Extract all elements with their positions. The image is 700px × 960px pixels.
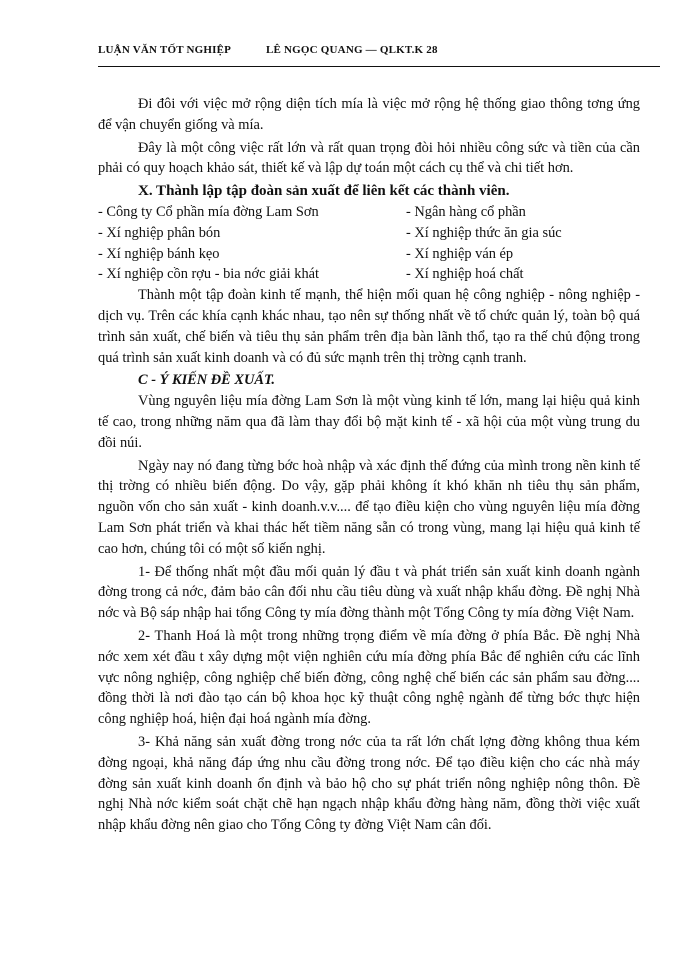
paragraph: Vùng nguyên liệu mía đờng Lam Sơn là một vùng kinh tế lớn, mang lại hiệu quả kinh tế cao, trong những năm qua đã làm thay đổi bộ mặt kinh tế - xã hội của một vùng trung du đồi núi. (98, 393, 640, 451)
paragraph: Ngày nay nó đang từng bớc hoà nhập và xác định thế đứng của mình trong nền kinh tế thị trờng có nhiều biến động. Do vậy, gặp phải không ít khó khăn nh tiêu thụ sản phẩm, nguồn vốn cho sản xuất - kinh doanh.v.v.... để tạo điều kiện cho vùng nguyên liệu mía đờng Lam Sơn phát triển và khai thác hết tiềm năng sẵn có trong vùng, mang lại hiệu quả kinh tế cao hơn, chúng tôi có một số kiến nghị. (98, 457, 640, 557)
member-item: - Xí nghiệp bánh kẹo (98, 245, 220, 262)
page-body (98, 94, 640, 836)
section-x-heading: X. Thành lập tập đoàn sản xuất để liên kết các thành viên. (138, 183, 510, 200)
header-divider (98, 66, 660, 67)
section-c-heading: C - Ý KIẾN ĐỀ XUẤT. (138, 372, 276, 389)
header-thesis-label: LUẬN VĂN TỐT NGHIỆP (98, 44, 232, 56)
paragraph: Thành một tập đoàn kinh tế mạnh, thể hiện mối quan hệ công nghiệp - nông nghiệp - dịch vụ. Trên các khía cạnh khác nhau, tạo nên sự thống nhất về tổ chức quản lý, toàn bộ quá trình sản xuất, chế biến và tiêu thụ sản phẩm trên địa bàn lãnh thổ, tạo ra thế chủ động trong quá trình sản xuất kinh doanh và có đủ sức mạnh trên thị trờng cạnh tranh. (98, 287, 640, 366)
paragraph: Đi đôi với việc mở rộng diện tích mía là việc mở rộng hệ thống giao thông tơng ứng để vận chuyển giống và mía. (98, 96, 640, 133)
recommendation-item: 2- Thanh Hoá là một trong những trọng điểm về mía đờng ở phía Bắc. Đề nghị Nhà nớc xem xét đầu t xây dựng một viện nghiên cứu mía đờng phía Bắc để nghiên cứu các lĩnh vực nông nghiệp, công nghiệp chế biến đờng, công nghệ chế biến các sản phẩm sau đờng.... đồng thời là nơi đào tạo cán bộ khoa học kỹ thuật công nghệ ngành để từng bớc thực hiện công nghiệp hoá, hiện đại hoá ngành mía đờng. (98, 627, 640, 728)
member-item: - Ngân hàng cổ phần (406, 203, 526, 220)
member-item: - Xí nghiệp phân bón (98, 224, 221, 241)
member-item: - Xí nghiệp hoá chất (406, 266, 524, 283)
member-item: - Công ty Cổ phần mía đờng Lam Sơn (98, 203, 319, 220)
paragraph: Đây là một công việc rất lớn và rất quan trọng đòi hỏi nhiều công sức và tiền của cần phải có quy hoạch khảo sát, thiết kế và lập dự toán một cách cụ thể và chi tiết hơn. (98, 139, 640, 177)
member-item: - Xí nghiệp ván ép (406, 245, 514, 262)
page-header (98, 44, 658, 62)
member-item: - Xí nghiệp cồn rợu - bia nớc giải khát (98, 266, 320, 283)
recommendation-item: 3- Khả năng sản xuất đờng trong nớc của ta rất lớn chất lợng đờng không thua kém đờng ngoại, khả năng đáp ứng nhu cầu đờng trong nớc. Để tạo điều kiện cho các nhà máy đờng sản xuất kinh doanh ổn định và bảo hộ cho sự phát triển nông nghiệp nông thôn. Đề nghị Nhà nớc kiểm soát chặt chẽ hạn ngạch nhập khẩu đờng hàng năm, đồng thời việc xuất nhập khẩu đờng nên giao cho Tổng Công ty đờng Việt Nam cân đối. (98, 733, 640, 834)
header-author-label: LÊ NGỌC QUANG — QLKT.K 28 (266, 44, 438, 56)
recommendation-item: 1- Để thống nhất một đầu mối quản lý đầu t và phát triển sản xuất kinh doanh ngành đờng trong cả nớc, đảm bảo cân đối nhu cầu tiêu dùng và xuất nhập khẩu đờng. Đề nghị Nhà nớc và Bộ sáp nhập hai tổng Công ty mía đờng thành một Tổng Công ty mía đờng Việt Nam. (98, 563, 640, 622)
member-item: - Xí nghiệp thức ăn gia súc (406, 224, 562, 241)
member-list (98, 202, 640, 285)
